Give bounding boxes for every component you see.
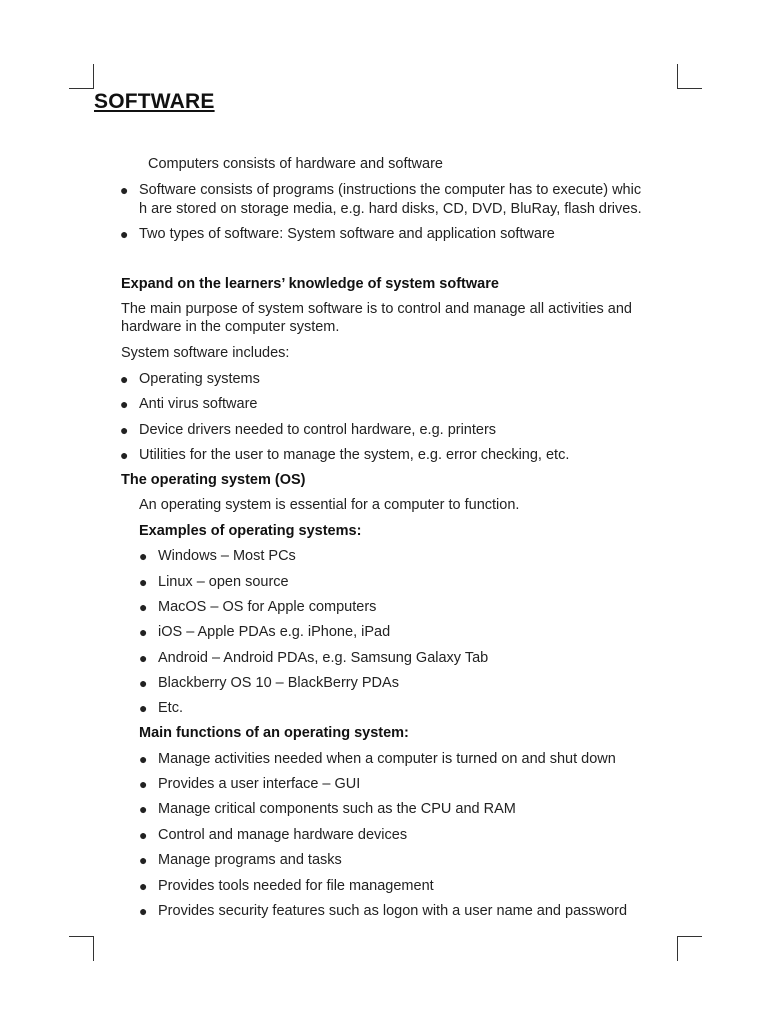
list-item-text: Manage critical components such as the CPU and RAM bbox=[158, 801, 516, 817]
list-item-text: Android – Android PDAs, e.g. Samsung Galaxy Tab bbox=[158, 650, 489, 666]
list-item-text: Provides security features such as logon with a user name and password bbox=[158, 903, 628, 919]
bullet-icon: ● bbox=[120, 182, 129, 198]
list-item-text: Blackberry OS 10 – BlackBerry PDAs bbox=[158, 675, 399, 691]
bullet-icon: ● bbox=[139, 776, 148, 792]
bullet-icon: ● bbox=[139, 827, 148, 843]
list-item-text: Control and manage hardware devices bbox=[158, 827, 408, 843]
bullet-icon: ● bbox=[139, 878, 148, 894]
list-item bbox=[139, 674, 399, 693]
list-item bbox=[139, 699, 183, 718]
list-item-text: Device drivers needed to control hardware, e.g. printers bbox=[139, 422, 497, 438]
list-item-text: Linux – open source bbox=[158, 574, 289, 590]
list-item-text: Software consists of programs (instructions the computer has to execute) whic bbox=[139, 182, 642, 198]
purpose-text-line-2: hardware in the computer system. bbox=[121, 319, 340, 335]
list-item bbox=[139, 902, 627, 921]
page-title: SOFTWARE bbox=[94, 90, 215, 113]
list-item bbox=[139, 623, 390, 642]
bullet-icon: ● bbox=[120, 447, 129, 463]
bullet-icon: ● bbox=[139, 751, 148, 767]
list-item-text: MacOS – OS for Apple computers bbox=[158, 599, 377, 615]
bullet-icon: ● bbox=[120, 226, 129, 242]
list-item-text: Anti virus software bbox=[139, 396, 258, 412]
list-item bbox=[120, 181, 700, 219]
list-item-text: h are stored on storage media, e.g. hard disks, CD, DVD, BluRay, flash drives. bbox=[139, 201, 642, 217]
bullet-icon: ● bbox=[139, 852, 148, 868]
list-item bbox=[139, 826, 407, 845]
list-item bbox=[139, 877, 434, 896]
functions-heading: Main functions of an operating system: bbox=[139, 725, 409, 741]
list-item bbox=[139, 851, 342, 870]
purpose-text-line-1: The main purpose of system software is to control and manage all activities and bbox=[121, 301, 632, 317]
list-item-text: iOS – Apple PDAs e.g. iPhone, iPad bbox=[158, 624, 391, 640]
crop-mark-bottom-left bbox=[69, 936, 94, 961]
list-item-text: Operating systems bbox=[139, 371, 260, 387]
list-item-text: Utilities for the user to manage the system, e.g. error checking, etc. bbox=[139, 447, 570, 463]
bullet-icon: ● bbox=[139, 801, 148, 817]
section-heading-os: The operating system (OS) bbox=[121, 472, 306, 488]
list-item-text: Two types of software: System software and application software bbox=[139, 226, 555, 242]
crop-mark-top-right bbox=[677, 64, 702, 89]
list-item bbox=[120, 395, 257, 414]
bullet-icon: ● bbox=[120, 371, 129, 387]
list-item bbox=[120, 370, 260, 389]
section-heading-system-software: Expand on the learners’ knowledge of system software bbox=[121, 276, 499, 292]
list-item-text: Provides a user interface – GUI bbox=[158, 776, 361, 792]
bullet-icon: ● bbox=[120, 396, 129, 412]
list-item bbox=[139, 547, 296, 566]
list-item bbox=[139, 800, 516, 819]
bullet-icon: ● bbox=[139, 599, 148, 615]
bullet-icon: ● bbox=[139, 700, 148, 716]
list-item bbox=[139, 750, 616, 769]
bullet-icon: ● bbox=[139, 574, 148, 590]
list-item bbox=[139, 573, 289, 592]
list-item-text: Etc. bbox=[158, 700, 183, 716]
crop-mark-top-left bbox=[69, 64, 94, 89]
bullet-icon: ● bbox=[139, 903, 148, 919]
bullet-icon: ● bbox=[139, 675, 148, 691]
list-item-text: Windows – Most PCs bbox=[158, 548, 296, 564]
list-item bbox=[120, 421, 496, 440]
list-item bbox=[139, 649, 488, 668]
bullet-icon: ● bbox=[120, 422, 129, 438]
examples-heading: Examples of operating systems: bbox=[139, 523, 362, 539]
bullet-icon: ● bbox=[139, 548, 148, 564]
list-item bbox=[120, 446, 569, 465]
intro-text: Computers consists of hardware and software bbox=[148, 156, 443, 172]
list-item bbox=[120, 225, 700, 244]
list-item-text: Manage activities needed when a computer is turned on and shut down bbox=[158, 751, 616, 767]
crop-mark-bottom-right bbox=[677, 936, 702, 961]
list-item bbox=[139, 775, 360, 794]
bullet-icon: ● bbox=[139, 650, 148, 666]
includes-label: System software includes: bbox=[121, 345, 290, 361]
list-item bbox=[139, 598, 376, 617]
bullet-icon: ● bbox=[139, 624, 148, 640]
list-item-text: Provides tools needed for file management bbox=[158, 878, 434, 894]
os-essential-text: An operating system is essential for a computer to function. bbox=[139, 497, 520, 513]
list-item-text: Manage programs and tasks bbox=[158, 852, 342, 868]
